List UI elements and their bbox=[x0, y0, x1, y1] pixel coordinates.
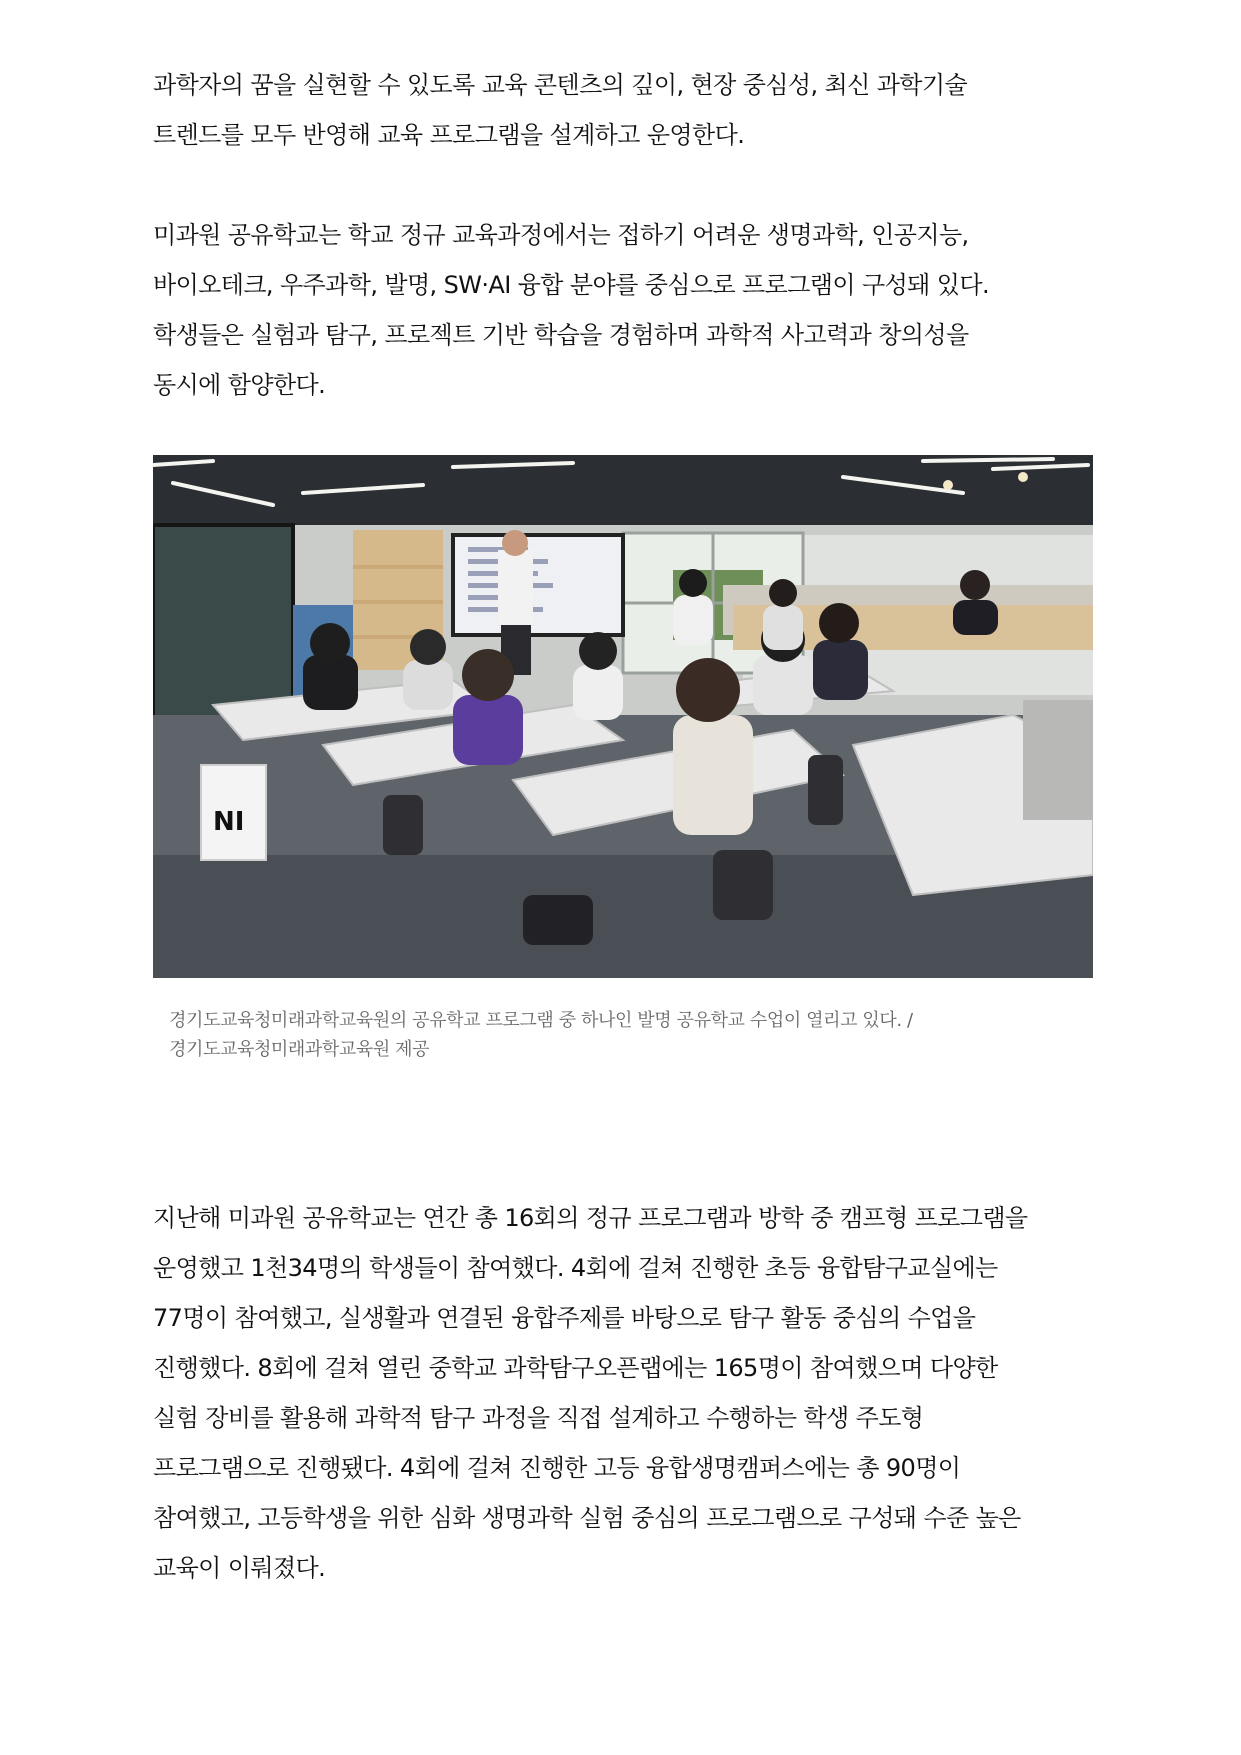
bag-text: NI bbox=[213, 807, 245, 837]
paragraph-1 bbox=[153, 60, 967, 160]
paragraph-line: 학생들은 실험과 탐구, 프로젝트 기반 학습을 경험하며 과학적 사고력과 창의성을 bbox=[153, 321, 969, 349]
paragraph-line: 운영했고 1천34명의 학생들이 참여했다. 4회에 걸쳐 진행한 초등 융합탐구교실에는 bbox=[153, 1254, 998, 1282]
paragraph-line: 미과원 공유학교는 학교 정규 교육과정에서는 접하기 어려운 생명과학, 인공지능, bbox=[153, 221, 969, 249]
paragraph-line: 77명이 참여했고, 실생활과 연결된 융합주제를 바탕으로 탐구 활동 중심의 수업을 bbox=[153, 1304, 976, 1332]
paragraph-2 bbox=[153, 210, 989, 410]
paragraph-line: 교육이 이뤄졌다. bbox=[153, 1554, 326, 1582]
paragraph-line: 실험 장비를 활용해 과학적 탐구 과정을 직접 설계하고 수행하는 학생 주도형 bbox=[153, 1404, 924, 1432]
figure-caption bbox=[153, 1006, 1093, 1064]
paragraph-line: 프로그램으로 진행됐다. 4회에 걸쳐 진행한 고등 융합생명캠퍼스에는 총 90명이 bbox=[153, 1454, 961, 1482]
paragraph-line: 동시에 함양한다. bbox=[153, 371, 326, 399]
classroom-photo bbox=[153, 455, 1093, 978]
paragraph-line: 바이오테크, 우주과학, 발명, SW·AI 융합 분야를 중심으로 프로그램이 구성돼 있다. bbox=[153, 271, 989, 299]
paragraph-line: 참여했고, 고등학생을 위한 심화 생명과학 실험 중심의 프로그램으로 구성돼 수준 높은 bbox=[153, 1504, 1021, 1532]
paragraph-line: 과학자의 꿈을 실현할 수 있도록 교육 콘텐츠의 깊이, 현장 중심성, 최신 과학기술 bbox=[153, 71, 968, 99]
caption-line: 경기도교육청미래과학교육원 제공 bbox=[169, 1039, 430, 1060]
paragraph-line: 진행했다. 8회에 걸쳐 열린 중학교 과학탐구오픈랩에는 165명이 참여했으며 다양한 bbox=[153, 1354, 998, 1382]
article-figure bbox=[153, 455, 1093, 1064]
caption-line: 경기도교육청미래과학교육원의 공유학교 프로그램 중 하나인 발명 공유학교 수업이 열리고 있다. / bbox=[169, 1010, 913, 1031]
paragraph-3 bbox=[153, 1193, 1028, 1593]
paragraph-line: 트렌드를 모두 반영해 교육 프로그램을 설계하고 운영한다. bbox=[153, 121, 745, 149]
paragraph-line: 지난해 미과원 공유학교는 연간 총 16회의 정규 프로그램과 방학 중 캠프형 프로그램을 bbox=[153, 1204, 1028, 1232]
